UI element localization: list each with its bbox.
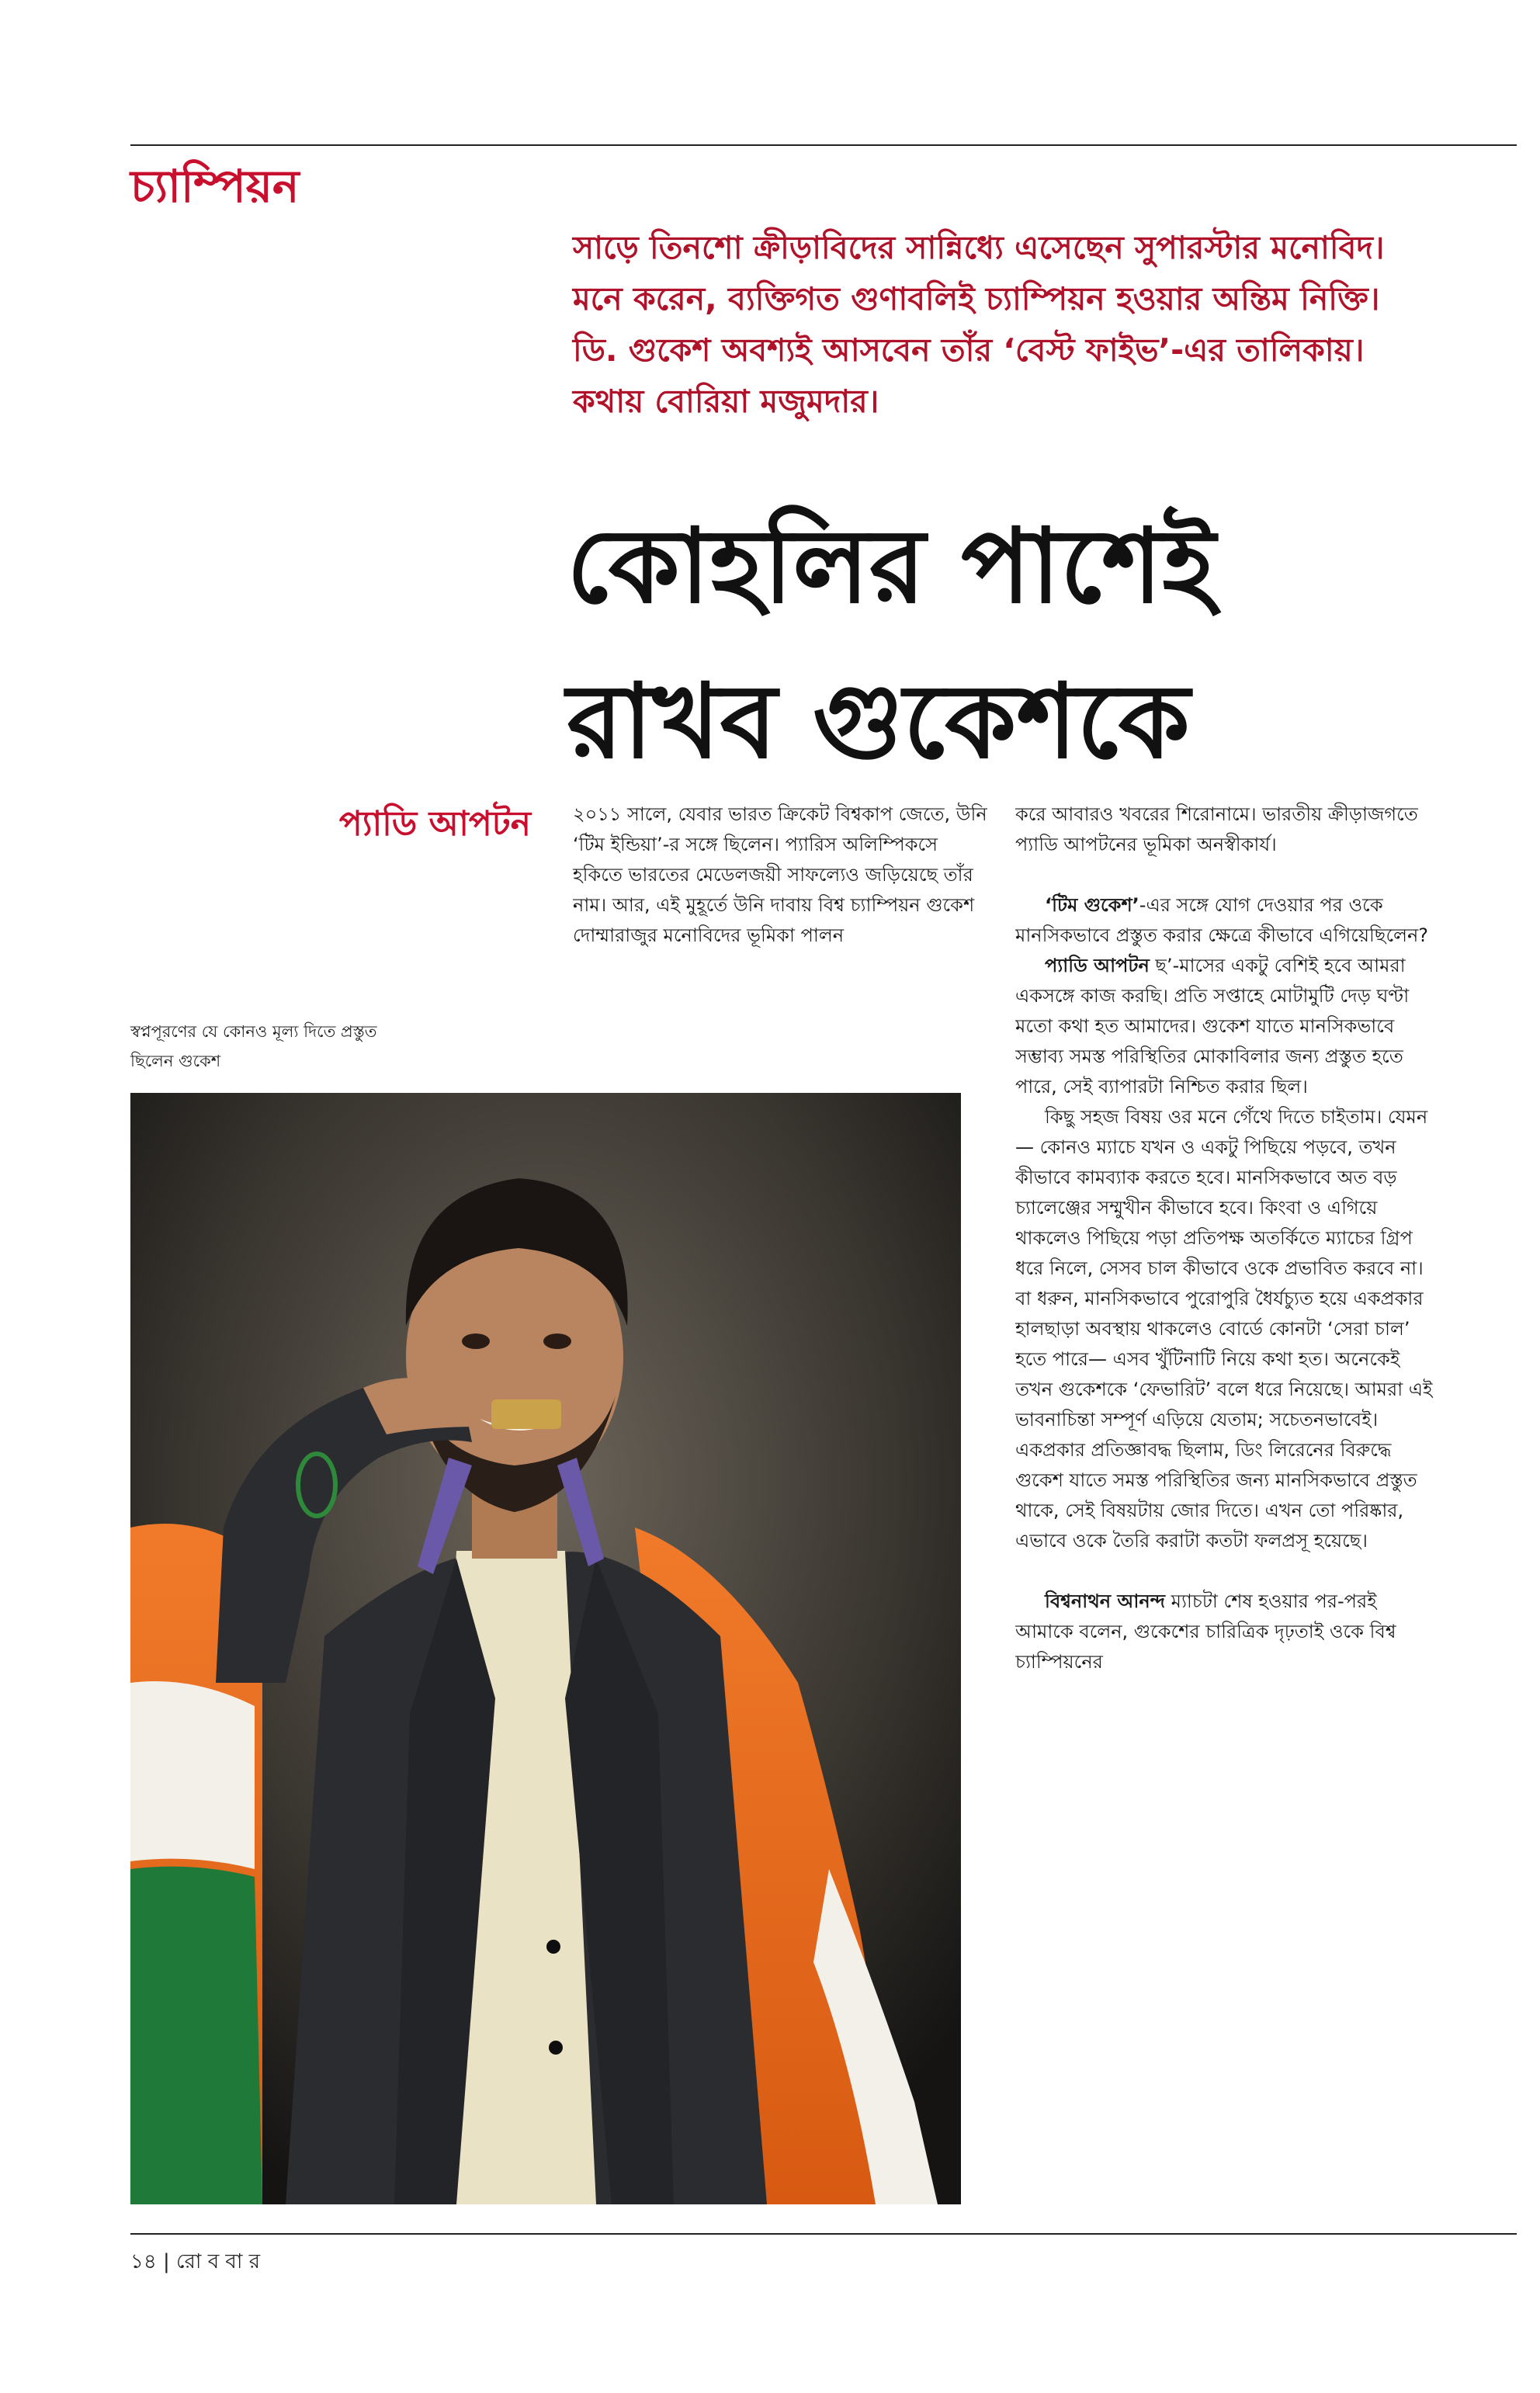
- section-label: চ্যাম্পিয়ন: [130, 160, 300, 213]
- paragraph: ২০১১ সালে, যেবার ভারত ক্রিকেট বিশ্বকাপ জেতে, উনি ‘টিম ইন্ডিয়া’-র সঙ্গে ছিলেন। প্যারিস অলিম্পিকসে হকিতে ভারতের মেডেলজয়ী সাফল্যেও জড়িয়েছে তাঁর নাম। আর, এই মুহূর্তে উনি দাবায় বিশ্ব চ্যাম্পিয়ন গুকেশ দোম্মারাজুর মনোবিদের ভূমিকা পালন: [573, 803, 987, 946]
- publication-name: রো ব বা র: [176, 2250, 261, 2273]
- intro-standfirst: সাড়ে তিনশো ক্রীড়াবিদের সান্নিধ্যে এসেছেন সুপারস্টার মনোবিদ। মনে করেন, ব্যক্তিগত গুণাবলিই চ্যাম্পিয়ন হওয়ার অন্তিম নিক্তি। ডি. গুকেশ অবশ্যই আসবেন তাঁর ‘বেস্ট ফাইভ’-এর তালিকায়। কথায় বোরিয়া মজুমদার।: [573, 229, 1385, 420]
- page-number: ১৪: [130, 2250, 157, 2273]
- question-1: [1015, 890, 1434, 951]
- answer-1-text: ছ’-মাসের একটু বেশিই হবে আমরা একসঙ্গে কাজ করছি। প্রতি সপ্তাহে মোটামুটি দেড় ঘণ্টা মতো কথা হত আমাদের। গুকেশ যাতে মানসিকভাবে সম্ভাব্য সমস্ত পরিস্থিতির মোকাবিলার জন্য প্রস্তুত হতে পারে, সেই ব্যাপারটা নিশ্চিত করার ছিল।: [1015, 955, 1410, 1098]
- photo-caption: স্বপ্নপূরণের যে কোনও মূল্য দিতে প্রস্তুত ছিলেন গুকেশ: [130, 1022, 377, 1070]
- top-rule: [130, 144, 1517, 146]
- paragraph: করে আবারও খবরের শিরোনামে। ভারতীয় ক্রীড়াজগতে প্যাডি আপটনের ভূমিকা অনস্বীকার্য।: [1015, 803, 1418, 855]
- question-1-text: -এর সঙ্গে যোগ দেওয়ার পর ওকে মানসিকভাবে প্রস্তুত করার ক্ষেত্রে কীভাবে এগিয়েছিলেন?: [1015, 894, 1429, 946]
- headline: [567, 489, 1498, 799]
- article-column-1: [573, 799, 992, 1048]
- answer-1-label: প্যাডি আপটন: [1045, 955, 1150, 976]
- bottom-rule: [130, 2233, 1517, 2235]
- answer-1: [1015, 951, 1434, 1102]
- footer-separator: |: [163, 2250, 170, 2273]
- question-2-label: বিশ্বনাথন আনন্দ: [1045, 1590, 1166, 1612]
- photo-illustration: [130, 1093, 961, 2204]
- question-2: [1015, 1587, 1434, 1677]
- question-2-text: ম্যাচটা শেষ হওয়ার পর-পরই আমাকে বলেন, গুকেশের চারিত্রিক দৃঢ়তাই ওকে বিশ্ব চ্যাম্পিয়নের: [1015, 1590, 1396, 1673]
- gukesh-photo: [130, 1093, 961, 2204]
- question-1-label: ‘টিম গুকেশ’: [1045, 894, 1139, 916]
- headline-line-2: রাখব গুকেশকে: [567, 662, 1190, 782]
- headline-line-1: কোহলির পাশেই: [567, 507, 1216, 626]
- byline: প্যাডি আপটন: [338, 804, 531, 844]
- page-footer: [130, 2246, 260, 2280]
- article-column-2: [1015, 799, 1434, 2228]
- paragraph: কিছু সহজ বিষয় ওর মনে গেঁথে দিতে চাইতাম। যেমন— কোনও ম্যাচে যখন ও একটু পিছিয়ে পড়বে, তখন কীভাবে কামব্যাক করতে হবে। মানসিকভাবে অত বড় চ্যালেঞ্জের সম্মুখীন কীভাবে হবে। কিংবা ও এগিয়ে থাকলেও পিছিয়ে পড়া প্রতিপক্ষ অতর্কিতে ম্যাচের গ্রিপ ধরে নিলে, সেসব চাল কীভাবে ওকে প্রভাবিত করবে না। বা ধরুন, মানসিকভাবে পুরোপুরি ধৈর্যচ্যুত হয়ে একপ্রকার হালছাড়া অবস্থায় থাকলেও বোর্ডে কোনটা ‘সেরা চাল’ হতে পারে— এসব খুঁটিনাটি নিয়ে কথা হত। অনেকেই তখন গুকেশকে ‘ফেভারিট’ বলে ধরে নিয়েছে। আমরা এই ভাবনাচিন্তা সম্পূর্ণ এড়িয়ে যেতাম; সচেতনভাবেই। একপ্রকার প্রতিজ্ঞাবদ্ধ ছিলাম, ডিং লিরেনের বিরুদ্ধে গুকেশ যাতে সমস্ত পরিস্থিতির জন্য মানসিকভাবে প্রস্তুত থাকে, সেই বিষয়টায় জোর দিতে। এখন তো পরিষ্কার, এভাবে ওকে তৈরি করাটা কতটা ফলপ্রসূ হয়েছে।: [1015, 1106, 1433, 1552]
